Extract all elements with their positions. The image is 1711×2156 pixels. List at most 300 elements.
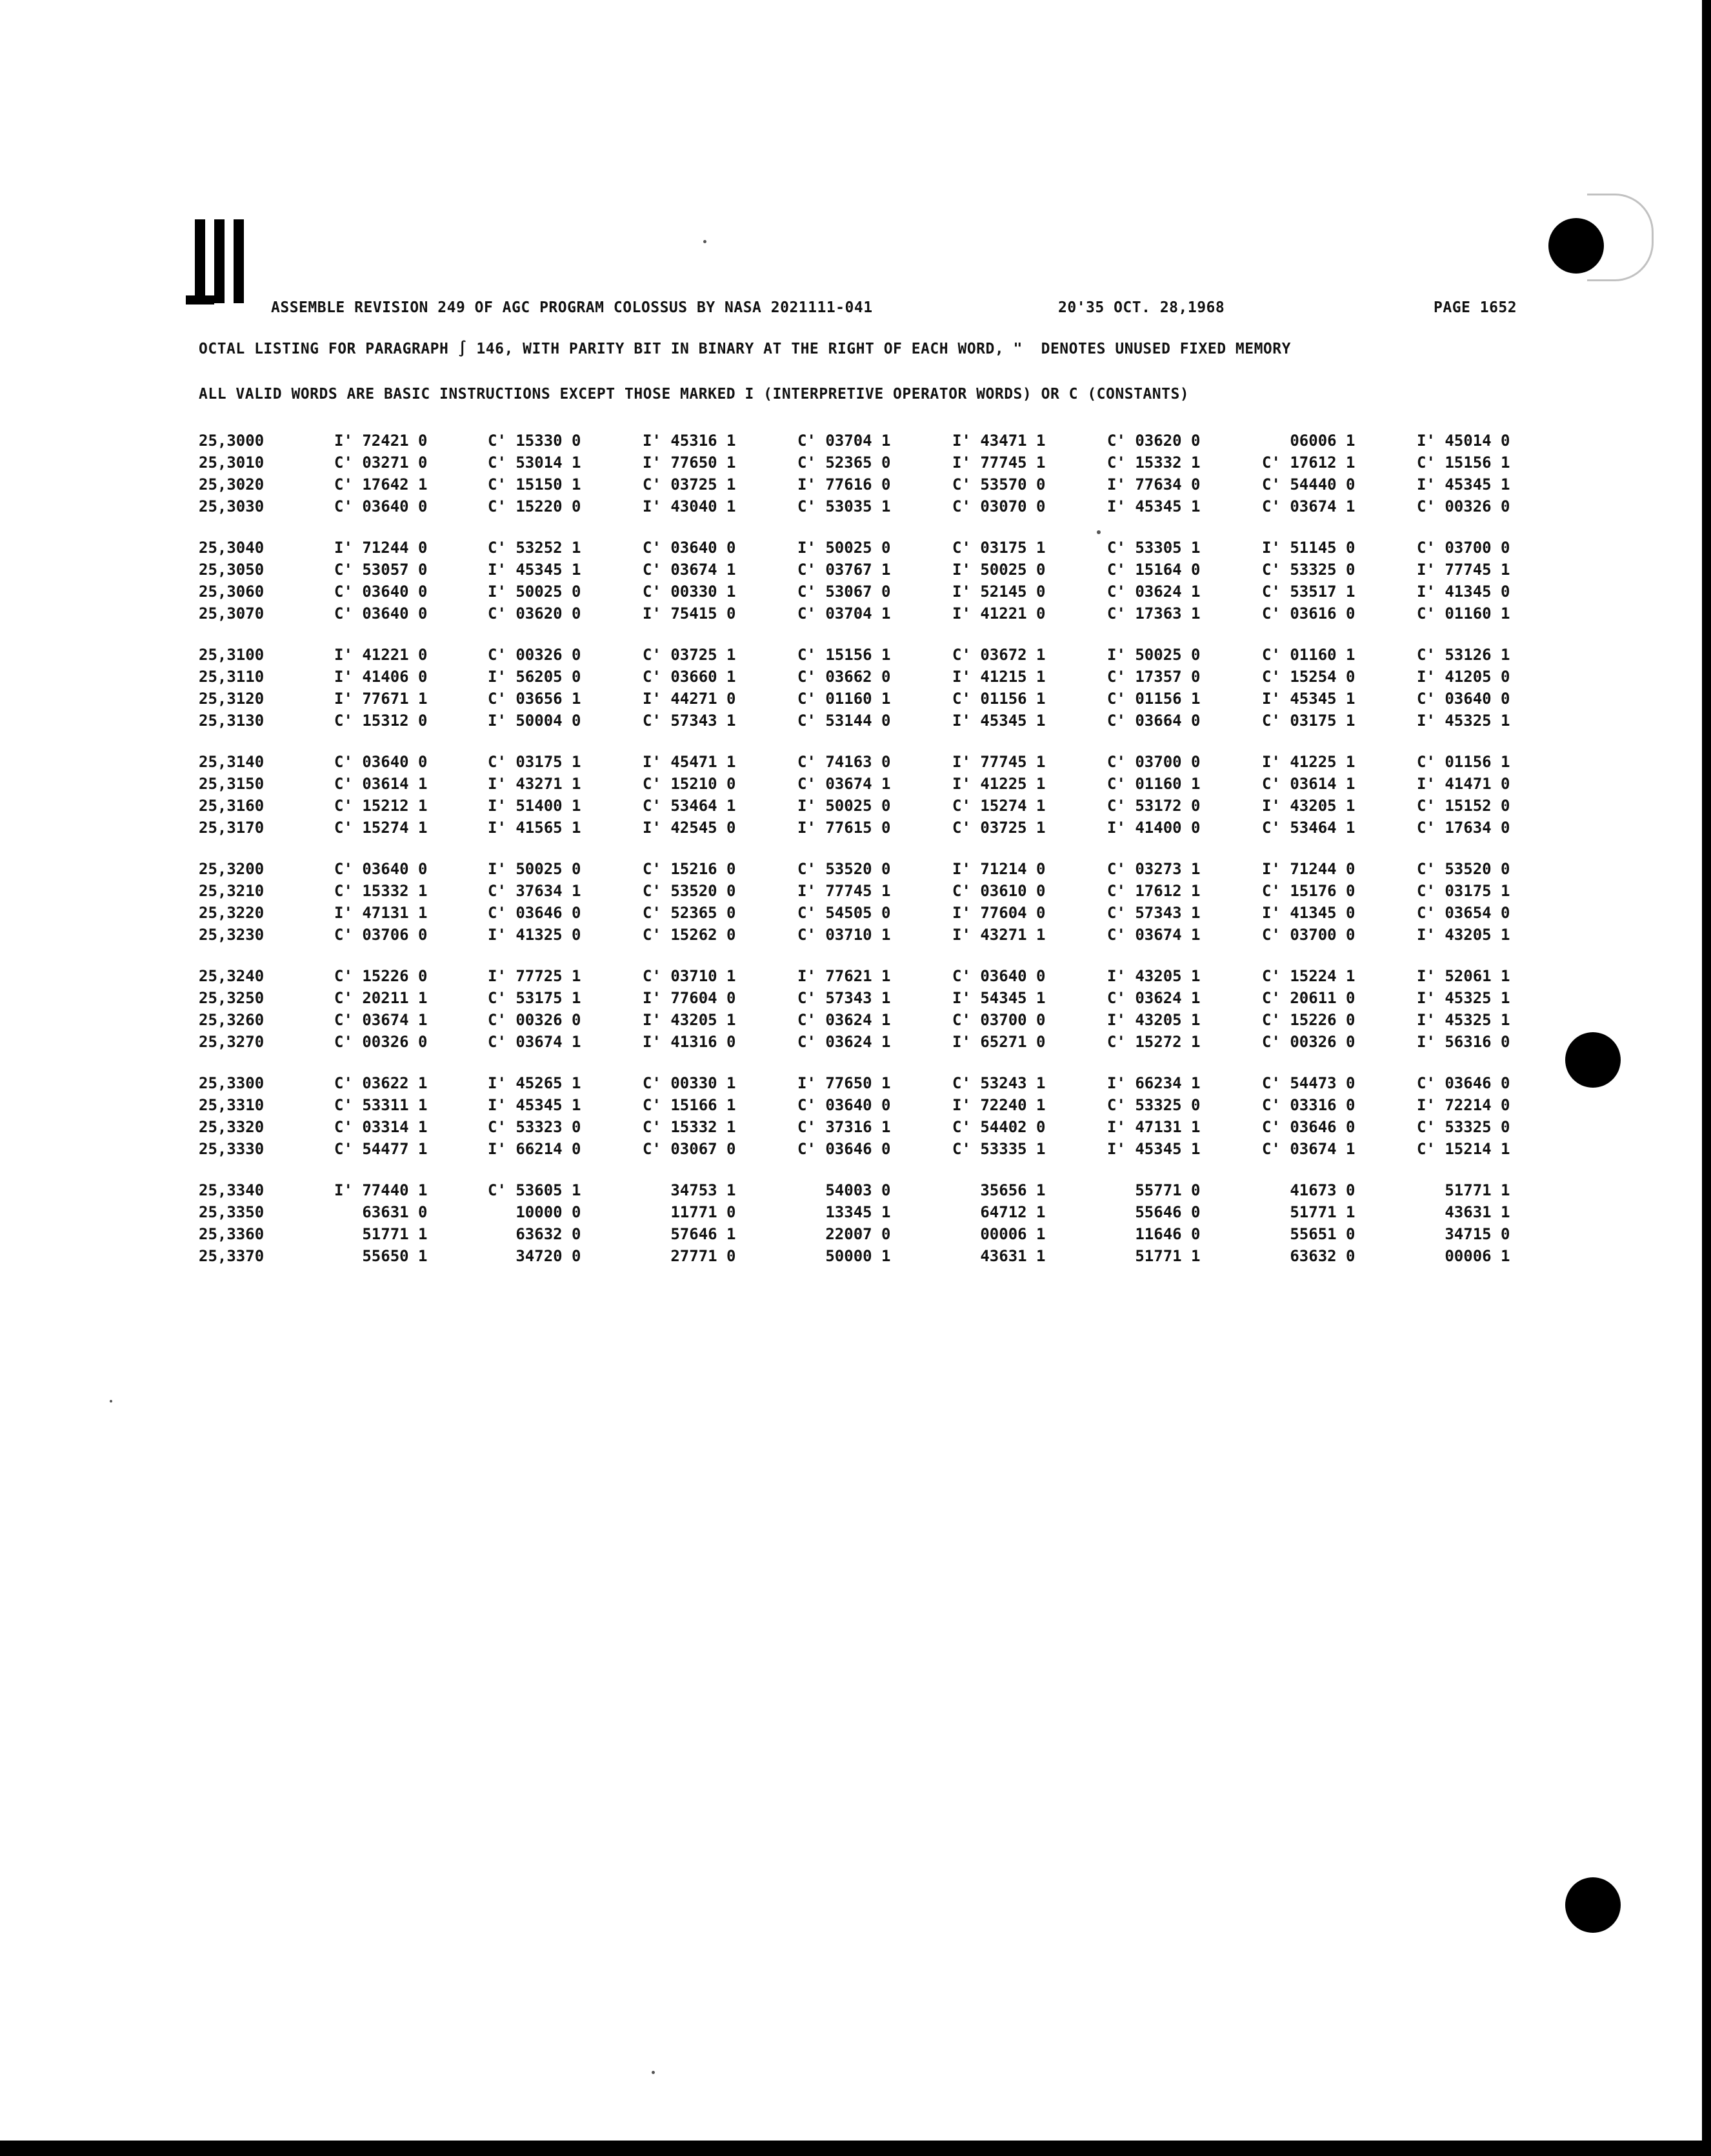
octal-word: C' 03640 0 <box>952 967 1046 985</box>
octal-word: C' 03700 0 <box>1107 753 1201 771</box>
octal-word: C' 15166 1 <box>643 1096 736 1114</box>
octal-word: I' 77745 1 <box>797 882 891 900</box>
octal-word: I' 45345 1 <box>1262 690 1356 708</box>
octal-word: I' 43271 1 <box>488 775 581 793</box>
octal-word: C' 20211 1 <box>334 989 428 1007</box>
octal-word: C' 53067 0 <box>797 583 891 601</box>
octal-word: C' 00326 0 <box>488 646 581 664</box>
memory-address: 25,3110 <box>199 668 265 686</box>
octal-word: C' 03674 1 <box>488 1033 581 1051</box>
octal-word: C' 74163 0 <box>797 753 891 771</box>
memory-address: 25,3340 <box>199 1181 265 1199</box>
octal-word: C' 03767 1 <box>797 561 891 579</box>
octal-word: C' 53057 0 <box>334 561 428 579</box>
octal-word: I' 45014 0 <box>1417 432 1510 450</box>
octal-word: I' 77650 1 <box>797 1074 891 1092</box>
memory-address: 25,3270 <box>199 1033 265 1051</box>
memory-address: 25,3370 <box>199 1247 265 1265</box>
octal-word: I' 43271 1 <box>952 926 1046 944</box>
octal-word: C' 53252 1 <box>488 539 581 557</box>
octal-word: C' 03271 0 <box>334 454 428 472</box>
octal-word: C' 03624 1 <box>797 1033 891 1051</box>
octal-word: C' 03175 1 <box>952 539 1046 557</box>
octal-word: I' 45345 1 <box>488 1096 581 1114</box>
octal-word: I' 52061 1 <box>1417 967 1510 985</box>
octal-word: I' 50025 0 <box>797 797 891 815</box>
octal-word: C' 03620 0 <box>1107 432 1201 450</box>
octal-word: I' 41316 0 <box>643 1033 736 1051</box>
octal-word: I' 51145 0 <box>1262 539 1356 557</box>
octal-word: I' 50025 0 <box>1107 646 1201 664</box>
octal-word: C' 15312 0 <box>334 712 428 730</box>
octal-word: C' 53305 1 <box>1107 539 1201 557</box>
octal-word: C' 03640 0 <box>797 1096 891 1114</box>
octal-word: I' 66214 0 <box>488 1140 581 1158</box>
octal-word: C' 03640 0 <box>643 539 736 557</box>
memory-address: 25,3220 <box>199 904 265 922</box>
octal-word: 51771 1 <box>1107 1247 1201 1265</box>
octal-word: C' 53243 1 <box>952 1074 1046 1092</box>
octal-word: 11771 0 <box>643 1203 736 1221</box>
octal-word: C' 03700 0 <box>1262 926 1356 944</box>
octal-word: I' 77604 0 <box>643 989 736 1007</box>
listing-description: OCTAL LISTING FOR PARAGRAPH ∫ 146, WITH PARITY BIT IN BINARY AT THE RIGHT OF EACH WORD, " DENOTES UNUSED FIXED MEMORY <box>199 341 1291 357</box>
octal-word: I' 45325 1 <box>1417 712 1510 730</box>
octal-word: I' 41205 0 <box>1417 668 1510 686</box>
octal-word: C' 53520 0 <box>643 882 736 900</box>
scan-edge-right <box>1702 0 1711 2156</box>
octal-word: 00006 1 <box>952 1225 1046 1243</box>
octal-word: 27771 0 <box>643 1247 736 1265</box>
octal-word: C' 03674 1 <box>1107 926 1201 944</box>
page-separator-bars <box>195 219 246 303</box>
octal-word: C' 03273 1 <box>1107 860 1201 878</box>
octal-word: I' 41225 1 <box>952 775 1046 793</box>
octal-word: C' 03706 0 <box>334 926 428 944</box>
octal-word: C' 03664 0 <box>1107 712 1201 730</box>
listing-title: ASSEMBLE REVISION 249 OF AGC PROGRAM COLOSSUS BY NASA 2021111-041 <box>271 299 873 316</box>
octal-word: 43631 1 <box>952 1247 1046 1265</box>
memory-address: 25,3170 <box>199 819 265 837</box>
octal-word: I' 50025 0 <box>952 561 1046 579</box>
octal-word: C' 53323 0 <box>488 1118 581 1136</box>
octal-word: C' 53172 0 <box>1107 797 1201 815</box>
octal-word: I' 77604 0 <box>952 904 1046 922</box>
octal-word: 10000 0 <box>488 1203 581 1221</box>
octal-word: C' 03700 0 <box>952 1011 1046 1029</box>
octal-word: 55651 0 <box>1262 1225 1356 1243</box>
octal-word: C' 54477 1 <box>334 1140 428 1158</box>
octal-word: C' 53035 1 <box>797 497 891 515</box>
octal-word: I' 45345 1 <box>1417 475 1510 494</box>
octal-word: 57646 1 <box>643 1225 736 1243</box>
octal-word: I' 45345 1 <box>488 561 581 579</box>
octal-word: I' 77745 1 <box>952 753 1046 771</box>
octal-word: I' 65271 0 <box>952 1033 1046 1051</box>
octal-word: C' 15214 1 <box>1417 1140 1510 1158</box>
memory-address: 25,3150 <box>199 775 265 793</box>
octal-word: C' 03314 1 <box>334 1118 428 1136</box>
memory-address: 25,3300 <box>199 1074 265 1092</box>
octal-word: 34715 0 <box>1417 1225 1510 1243</box>
octal-word: 41673 0 <box>1262 1181 1356 1199</box>
octal-word: C' 53570 0 <box>952 475 1046 494</box>
octal-word: C' 15262 0 <box>643 926 736 944</box>
octal-word: C' 54473 0 <box>1262 1074 1356 1092</box>
octal-word: C' 03624 1 <box>1107 583 1201 601</box>
memory-address: 25,3310 <box>199 1096 265 1114</box>
memory-address: 25,3030 <box>199 497 265 515</box>
octal-word: I' 41215 1 <box>952 668 1046 686</box>
octal-word: I' 41225 1 <box>1262 753 1356 771</box>
octal-word: I' 43205 1 <box>1417 926 1510 944</box>
octal-word: C' 53325 0 <box>1107 1096 1201 1114</box>
octal-word: 64712 1 <box>952 1203 1046 1221</box>
octal-word: 51771 1 <box>334 1225 428 1243</box>
memory-address: 25,3020 <box>199 475 265 494</box>
scan-speck <box>110 1400 112 1402</box>
octal-word: C' 57343 1 <box>797 989 891 1007</box>
octal-word: C' 03175 1 <box>488 753 581 771</box>
octal-word: C' 15226 0 <box>334 967 428 985</box>
octal-word: C' 15330 0 <box>488 432 581 450</box>
memory-address: 25,3040 <box>199 539 265 557</box>
octal-word: C' 52365 0 <box>643 904 736 922</box>
memory-address: 25,3210 <box>199 882 265 900</box>
octal-word: I' 77615 0 <box>797 819 891 837</box>
octal-word: I' 77440 1 <box>334 1181 428 1199</box>
octal-word: I' 45345 1 <box>952 712 1046 730</box>
octal-word: 55771 0 <box>1107 1181 1201 1199</box>
octal-word: I' 41471 0 <box>1417 775 1510 793</box>
octal-word: C' 03070 0 <box>952 497 1046 515</box>
octal-word: I' 42545 0 <box>643 819 736 837</box>
octal-word: C' 03316 0 <box>1262 1096 1356 1114</box>
octal-word: C' 03610 0 <box>952 882 1046 900</box>
octal-word: C' 03674 1 <box>1262 497 1356 515</box>
octal-word: I' 44271 0 <box>643 690 736 708</box>
octal-word: I' 77671 1 <box>334 690 428 708</box>
octal-word: I' 45345 1 <box>1107 1140 1201 1158</box>
octal-word: 55646 0 <box>1107 1203 1201 1221</box>
octal-word: C' 03646 0 <box>797 1140 891 1158</box>
octal-word: I' 77725 1 <box>488 967 581 985</box>
octal-word: I' 71214 0 <box>952 860 1046 878</box>
octal-word: C' 03624 1 <box>1107 989 1201 1007</box>
octal-word: C' 53517 1 <box>1262 583 1356 601</box>
octal-word: C' 03640 0 <box>334 497 428 515</box>
octal-word: C' 03660 1 <box>643 668 736 686</box>
octal-word: C' 01160 1 <box>1107 775 1201 793</box>
octal-word: I' 43040 1 <box>643 497 736 515</box>
octal-word: C' 53325 0 <box>1417 1118 1510 1136</box>
octal-word: C' 15332 1 <box>334 882 428 900</box>
octal-word: C' 15176 0 <box>1262 882 1356 900</box>
octal-word: C' 03662 0 <box>797 668 891 686</box>
octal-word: 13345 1 <box>797 1203 891 1221</box>
memory-address: 25,3250 <box>199 989 265 1007</box>
octal-word: C' 03710 1 <box>797 926 891 944</box>
octal-word: C' 03640 0 <box>334 583 428 601</box>
octal-word: C' 03640 0 <box>1417 690 1510 708</box>
octal-word: I' 45325 1 <box>1417 1011 1510 1029</box>
memory-address: 25,3320 <box>199 1118 265 1136</box>
page-number: PAGE 1652 <box>1434 299 1517 316</box>
octal-word: C' 03640 0 <box>334 753 428 771</box>
octal-word: C' 01160 1 <box>1262 646 1356 664</box>
octal-word: C' 17634 0 <box>1417 819 1510 837</box>
listing-legend: ALL VALID WORDS ARE BASIC INSTRUCTIONS EXCEPT THOSE MARKED I (INTERPRETIVE OPERATOR WORDS) OR C (CONSTANTS) <box>199 386 1190 403</box>
octal-word: C' 15226 0 <box>1262 1011 1356 1029</box>
octal-word: C' 03614 1 <box>334 775 428 793</box>
memory-address: 25,3050 <box>199 561 265 579</box>
octal-word: I' 41221 0 <box>952 604 1046 623</box>
octal-word: C' 01156 1 <box>952 690 1046 708</box>
scan-speck <box>703 240 706 243</box>
octal-word: C' 15274 1 <box>952 797 1046 815</box>
octal-word: I' 72240 1 <box>952 1096 1046 1114</box>
octal-word: C' 53520 0 <box>1417 860 1510 878</box>
octal-word: C' 03674 1 <box>334 1011 428 1029</box>
memory-address: 25,3160 <box>199 797 265 815</box>
octal-word: C' 03674 1 <box>643 561 736 579</box>
octal-word: C' 53520 0 <box>797 860 891 878</box>
octal-word: C' 57343 1 <box>643 712 736 730</box>
octal-word: C' 15216 0 <box>643 860 736 878</box>
octal-word: I' 77621 1 <box>797 967 891 985</box>
octal-word: I' 77616 0 <box>797 475 891 494</box>
octal-word: I' 41345 0 <box>1262 904 1356 922</box>
octal-word: I' 43205 1 <box>1107 1011 1201 1029</box>
octal-word: I' 41345 0 <box>1417 583 1510 601</box>
memory-address: 25,3330 <box>199 1140 265 1158</box>
octal-word: C' 53605 1 <box>488 1181 581 1199</box>
octal-word: I' 72214 0 <box>1417 1096 1510 1114</box>
memory-address: 25,3230 <box>199 926 265 944</box>
octal-word: C' 03616 0 <box>1262 604 1356 623</box>
octal-word: C' 53126 1 <box>1417 646 1510 664</box>
octal-word: I' 51400 1 <box>488 797 581 815</box>
octal-word: C' 03725 1 <box>643 646 736 664</box>
octal-word: C' 00326 0 <box>1262 1033 1356 1051</box>
octal-word: C' 03646 0 <box>488 904 581 922</box>
octal-word: I' 45325 1 <box>1417 989 1510 1007</box>
memory-address: 25,3130 <box>199 712 265 730</box>
scan-speck <box>1097 530 1101 534</box>
octal-word: C' 53144 0 <box>797 712 891 730</box>
octal-word: I' 54345 1 <box>952 989 1046 1007</box>
octal-word: C' 54402 0 <box>952 1118 1046 1136</box>
octal-word: C' 20611 0 <box>1262 989 1356 1007</box>
octal-word: C' 15156 1 <box>797 646 891 664</box>
memory-address: 25,3140 <box>199 753 265 771</box>
octal-word: 51771 1 <box>1262 1203 1356 1221</box>
octal-word: I' 71244 0 <box>1262 860 1356 878</box>
octal-word: 22007 0 <box>797 1225 891 1243</box>
octal-word: 63631 0 <box>334 1203 428 1221</box>
octal-word: C' 03620 0 <box>488 604 581 623</box>
octal-word: C' 52365 0 <box>797 454 891 472</box>
octal-word: C' 37316 1 <box>797 1118 891 1136</box>
octal-word: I' 43205 1 <box>1262 797 1356 815</box>
octal-word: I' 50025 0 <box>797 539 891 557</box>
octal-word: C' 03614 1 <box>1262 775 1356 793</box>
octal-word: C' 15156 1 <box>1417 454 1510 472</box>
octal-word: C' 15212 1 <box>334 797 428 815</box>
octal-word: C' 53464 1 <box>643 797 736 815</box>
octal-word: 63632 0 <box>488 1225 581 1243</box>
octal-word: 63632 0 <box>1262 1247 1356 1265</box>
octal-word: C' 03624 1 <box>797 1011 891 1029</box>
octal-word: I' 41565 1 <box>488 819 581 837</box>
octal-word: I' 45345 1 <box>1107 497 1201 515</box>
octal-word: 34720 0 <box>488 1247 581 1265</box>
memory-address: 25,3260 <box>199 1011 265 1029</box>
octal-word: 35656 1 <box>952 1181 1046 1199</box>
octal-word: C' 03700 0 <box>1417 539 1510 557</box>
octal-word: C' 03725 1 <box>643 475 736 494</box>
octal-word: C' 01156 1 <box>1417 753 1510 771</box>
octal-word: C' 03067 0 <box>643 1140 736 1158</box>
octal-word: I' 50025 0 <box>488 583 581 601</box>
octal-word: I' 77745 1 <box>952 454 1046 472</box>
octal-word: C' 15272 1 <box>1107 1033 1201 1051</box>
octal-word: I' 41406 0 <box>334 668 428 686</box>
octal-word: C' 03622 1 <box>334 1074 428 1092</box>
octal-word: I' 77634 0 <box>1107 475 1201 494</box>
octal-word: C' 15254 0 <box>1262 668 1356 686</box>
octal-word: C' 03674 1 <box>1262 1140 1356 1158</box>
octal-word: I' 66234 1 <box>1107 1074 1201 1092</box>
octal-word: I' 50004 0 <box>488 712 581 730</box>
octal-word: I' 72421 0 <box>334 432 428 450</box>
octal-word: C' 15220 0 <box>488 497 581 515</box>
octal-word: C' 03646 0 <box>1417 1074 1510 1092</box>
octal-word: C' 17363 1 <box>1107 604 1201 623</box>
octal-word: I' 41325 0 <box>488 926 581 944</box>
octal-word: I' 77650 1 <box>643 454 736 472</box>
memory-address: 25,3100 <box>199 646 265 664</box>
octal-word: C' 37634 1 <box>488 882 581 900</box>
octal-word: C' 53335 1 <box>952 1140 1046 1158</box>
octal-word: C' 15332 1 <box>643 1118 736 1136</box>
memory-address: 25,3350 <box>199 1203 265 1221</box>
octal-word: C' 03640 0 <box>334 860 428 878</box>
octal-word: C' 17612 1 <box>1107 882 1201 900</box>
octal-word: I' 41400 0 <box>1107 819 1201 837</box>
octal-word: I' 50025 0 <box>488 860 581 878</box>
octal-word: I' 71244 0 <box>334 539 428 557</box>
memory-address: 25,3000 <box>199 432 265 450</box>
octal-word: C' 00326 0 <box>334 1033 428 1051</box>
octal-word: I' 52145 0 <box>952 583 1046 601</box>
memory-address: 25,3240 <box>199 967 265 985</box>
octal-word: C' 03725 1 <box>952 819 1046 837</box>
octal-word: 00006 1 <box>1417 1247 1510 1265</box>
octal-word: C' 00330 1 <box>643 583 736 601</box>
octal-word: C' 15274 1 <box>334 819 428 837</box>
octal-word: C' 03654 0 <box>1417 904 1510 922</box>
octal-word: C' 01156 1 <box>1107 690 1201 708</box>
octal-word: C' 15150 1 <box>488 475 581 494</box>
octal-word: C' 53325 0 <box>1262 561 1356 579</box>
listing-timestamp: 20'35 OCT. 28,1968 <box>1058 299 1225 316</box>
octal-word: C' 17642 1 <box>334 475 428 494</box>
memory-address: 25,3200 <box>199 860 265 878</box>
punch-hole-middle <box>1565 1032 1621 1088</box>
memory-address: 25,3360 <box>199 1225 265 1243</box>
octal-word: I' 43205 1 <box>643 1011 736 1029</box>
octal-word: I' 41221 0 <box>334 646 428 664</box>
octal-word: C' 00326 0 <box>1417 497 1510 515</box>
octal-word: 50000 1 <box>797 1247 891 1265</box>
octal-word: C' 15210 0 <box>643 775 736 793</box>
binder-ring-shadow <box>1587 194 1654 281</box>
octal-word: I' 43471 1 <box>952 432 1046 450</box>
octal-word: I' 77745 1 <box>1417 561 1510 579</box>
scan-speck <box>652 2071 655 2074</box>
octal-word: C' 03704 1 <box>797 432 891 450</box>
octal-word: C' 01160 1 <box>1417 604 1510 623</box>
octal-word: C' 17612 1 <box>1262 454 1356 472</box>
octal-word: I' 56205 0 <box>488 668 581 686</box>
memory-address: 25,3070 <box>199 604 265 623</box>
scan-edge-bottom <box>0 2141 1711 2156</box>
octal-word: I' 47131 1 <box>334 904 428 922</box>
memory-address: 25,3060 <box>199 583 265 601</box>
octal-word: C' 53014 1 <box>488 454 581 472</box>
octal-word: 43631 1 <box>1417 1203 1510 1221</box>
octal-word: I' 43205 1 <box>1107 967 1201 985</box>
octal-word: 55650 1 <box>334 1247 428 1265</box>
octal-word: C' 03175 1 <box>1262 712 1356 730</box>
octal-word: C' 03704 1 <box>797 604 891 623</box>
octal-word: C' 03646 0 <box>1262 1118 1356 1136</box>
octal-word: 06006 1 <box>1262 432 1356 450</box>
octal-word: C' 53311 1 <box>334 1096 428 1114</box>
memory-address: 25,3120 <box>199 690 265 708</box>
memory-address: 25,3010 <box>199 454 265 472</box>
octal-word: C' 53175 1 <box>488 989 581 1007</box>
octal-word: I' 45471 1 <box>643 753 736 771</box>
octal-word: C' 00326 0 <box>488 1011 581 1029</box>
octal-word: C' 15332 1 <box>1107 454 1201 472</box>
octal-word: I' 56316 0 <box>1417 1033 1510 1051</box>
octal-word: C' 03640 0 <box>334 604 428 623</box>
octal-word: I' 47131 1 <box>1107 1118 1201 1136</box>
octal-word: C' 15164 0 <box>1107 561 1201 579</box>
octal-word: C' 17357 0 <box>1107 668 1201 686</box>
octal-word: C' 00330 1 <box>643 1074 736 1092</box>
octal-word: C' 03710 1 <box>643 967 736 985</box>
octal-word: 54003 0 <box>797 1181 891 1199</box>
octal-word: C' 01160 1 <box>797 690 891 708</box>
octal-word: I' 45265 1 <box>488 1074 581 1092</box>
octal-word: C' 03175 1 <box>1417 882 1510 900</box>
octal-word: 34753 1 <box>643 1181 736 1199</box>
octal-word: C' 15224 1 <box>1262 967 1356 985</box>
octal-word: C' 03672 1 <box>952 646 1046 664</box>
octal-word: C' 15152 0 <box>1417 797 1510 815</box>
punch-hole-bottom <box>1565 1877 1621 1933</box>
octal-word: C' 57343 1 <box>1107 904 1201 922</box>
octal-word: 51771 1 <box>1417 1181 1510 1199</box>
octal-word: C' 03674 1 <box>797 775 891 793</box>
octal-word: C' 54440 0 <box>1262 475 1356 494</box>
octal-word: C' 54505 0 <box>797 904 891 922</box>
octal-word: I' 45316 1 <box>643 432 736 450</box>
octal-word: I' 75415 0 <box>643 604 736 623</box>
